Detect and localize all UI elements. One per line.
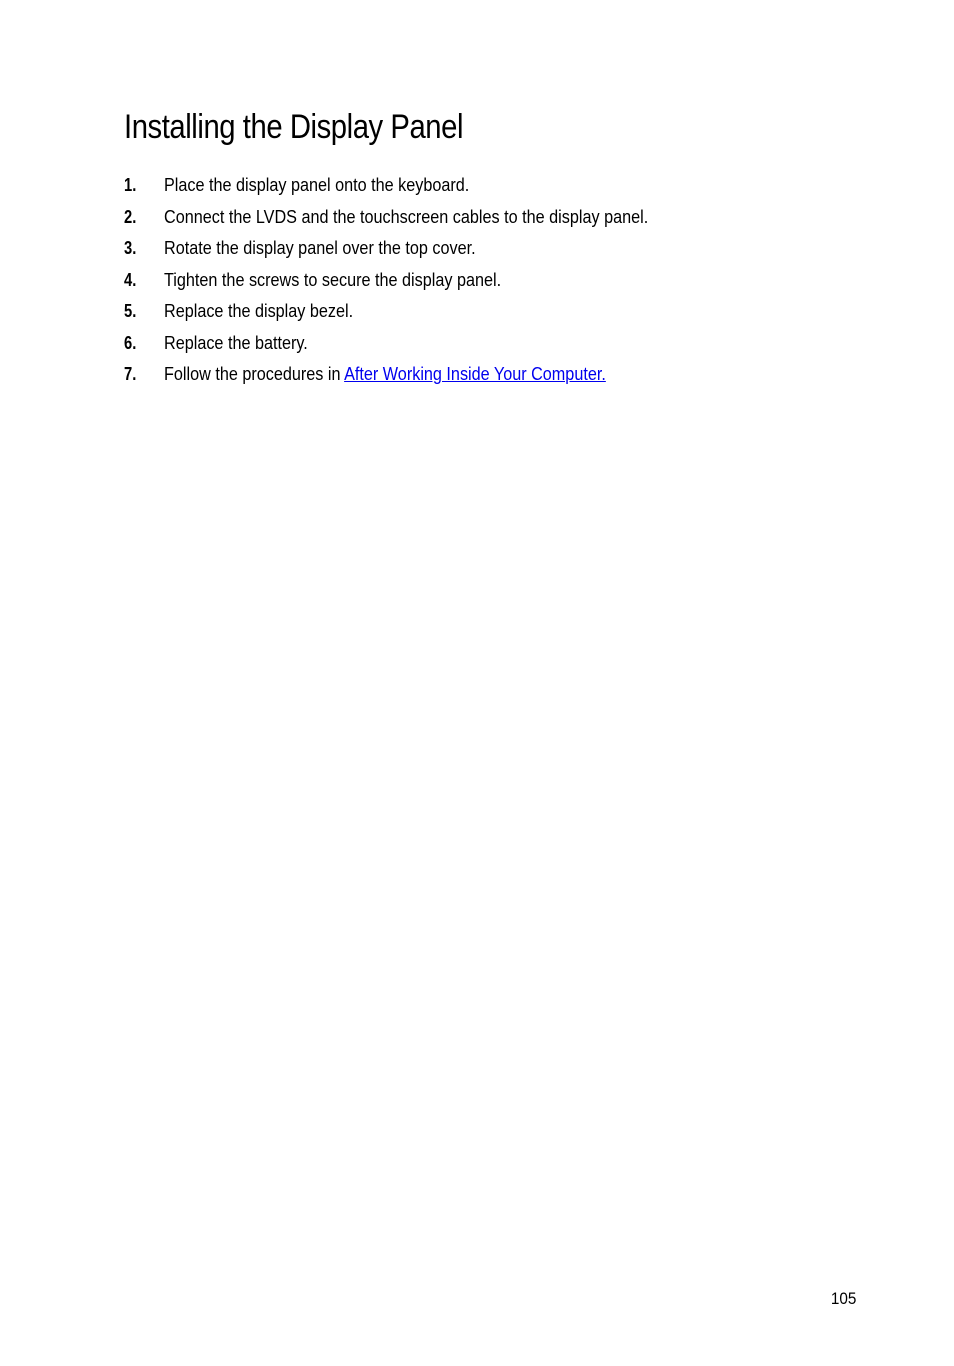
step-text: Rotate the display panel over the top cover. [164,238,476,258]
step-text: Replace the display bezel. [164,301,354,321]
steps-list [124,170,884,391]
list-item-step-1 [124,170,884,202]
list-item-step-3 [124,233,884,265]
step-number: 4. [124,269,137,290]
step-text: Connect the LVDS and the touchscreen cables to the display panel. [164,206,649,227]
list-item-step-5 [124,296,884,328]
list-item-step-2 [124,202,884,234]
step-number: 1. [124,175,137,195]
page-title: Installing the Display Panel [124,108,464,146]
step-number: 5. [124,301,137,321]
step-text-container [164,359,606,391]
after-working-inside-link[interactable]: After Working Inside Your Computer. [344,364,606,384]
step-text: Replace the battery. [164,332,308,353]
step-number: 7. [124,364,137,384]
step-text: Follow the procedures in [164,364,345,384]
page-number: 105 [830,1289,856,1308]
step-number: 6. [124,332,137,353]
step-text: Tighten the screws to secure the display panel. [164,269,502,290]
step-number: 3. [124,238,137,258]
list-item-step-7 [124,359,884,391]
list-item-step-6 [124,328,884,360]
step-text: Place the display panel onto the keyboard. [164,175,470,195]
step-number: 2. [124,206,137,227]
list-item-step-4 [124,265,884,297]
